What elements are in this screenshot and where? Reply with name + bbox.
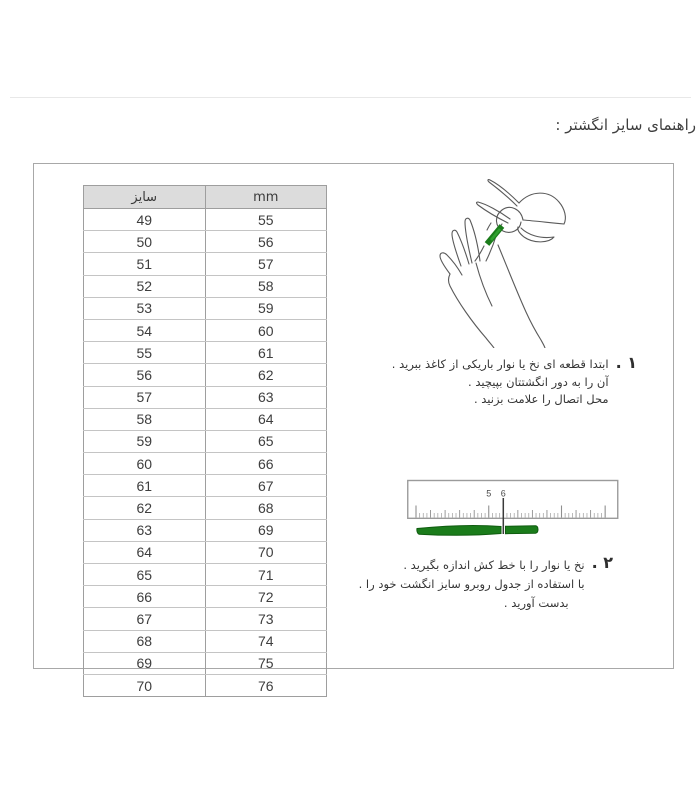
table-row <box>84 297 327 319</box>
page-title: راهنمای سایز انگشتر : <box>555 116 696 134</box>
mm-cell: 71 <box>205 564 327 586</box>
table-row <box>84 319 327 341</box>
size-cell: 64 <box>84 541 206 563</box>
mm-cell: 64 <box>205 408 327 430</box>
mm-cell: 60 <box>205 319 327 341</box>
size-cell: 68 <box>84 630 206 652</box>
mm-cell: 56 <box>205 231 327 253</box>
step-instruction-line: با استفاده از جدول روبرو سایز انگشت خود را . <box>358 577 585 591</box>
ring-size-table <box>83 185 327 697</box>
step-1-lines <box>392 356 609 409</box>
ruler-label-6: 6 <box>500 488 506 499</box>
table-row <box>84 475 327 497</box>
size-cell: 63 <box>84 519 206 541</box>
ruler-illustration <box>407 477 622 537</box>
step-1 <box>391 353 637 409</box>
table-row <box>84 564 327 586</box>
mm-cell: 55 <box>205 209 327 231</box>
size-cell: 58 <box>84 408 206 430</box>
size-cell: 50 <box>84 231 206 253</box>
size-cell: 67 <box>84 608 206 630</box>
mm-cell: 61 <box>205 342 327 364</box>
size-cell: 49 <box>84 209 206 231</box>
mm-cell: 67 <box>205 475 327 497</box>
hand-with-string-illustration <box>428 166 578 348</box>
table-row <box>84 541 327 563</box>
table-row <box>84 453 327 475</box>
size-cell: 59 <box>84 430 206 452</box>
size-cell: 52 <box>84 275 206 297</box>
hand-outline <box>440 180 565 348</box>
mm-cell: 70 <box>205 541 327 563</box>
mm-cell: 66 <box>205 453 327 475</box>
size-cell: 55 <box>84 342 206 364</box>
table-row <box>84 231 327 253</box>
table-row <box>84 275 327 297</box>
table-row <box>84 209 327 231</box>
step-1-number: ۱ . <box>615 353 637 372</box>
mm-cell: 76 <box>205 674 327 696</box>
size-cell: 65 <box>84 564 206 586</box>
mm-cell: 57 <box>205 253 327 275</box>
mm-cell: 72 <box>205 586 327 608</box>
table-row <box>84 630 327 652</box>
step-instruction-line: آن را به دور انگشتتان بپیچید . <box>468 374 609 389</box>
table-row <box>84 430 327 452</box>
mm-cell: 68 <box>205 497 327 519</box>
size-cell: 69 <box>84 652 206 674</box>
mm-cell: 69 <box>205 519 327 541</box>
table-row <box>84 674 327 696</box>
step-instruction-line: ابتدا قطعه ای نخ یا نوار باریکی از کاغذ ببرید . <box>391 357 609 371</box>
size-cell: 56 <box>84 364 206 386</box>
mm-cell: 75 <box>205 652 327 674</box>
table-header-row <box>84 186 327 209</box>
col-header-size: سایز <box>84 186 206 209</box>
mm-cell: 63 <box>205 386 327 408</box>
size-cell: 53 <box>84 297 206 319</box>
col-header-mm: mm <box>205 186 327 209</box>
mm-cell: 73 <box>205 608 327 630</box>
table-row <box>84 386 327 408</box>
table-row <box>84 497 327 519</box>
table-row <box>84 519 327 541</box>
top-divider <box>10 97 691 98</box>
step-instruction-line: محل اتصال را علامت بزنید . <box>473 392 609 406</box>
ruler-frame <box>408 481 618 519</box>
size-cell: 66 <box>84 586 206 608</box>
mm-cell: 59 <box>205 297 327 319</box>
table-body <box>84 209 327 697</box>
table-row <box>84 586 327 608</box>
step-2 <box>358 553 613 613</box>
table-row <box>84 364 327 386</box>
size-cell: 70 <box>84 674 206 696</box>
table-row <box>84 253 327 275</box>
mm-cell: 62 <box>205 364 327 386</box>
step-instruction-line: نخ یا نوار را با خط کش اندازه بگیرید . <box>403 558 585 572</box>
size-cell: 62 <box>84 497 206 519</box>
string-band-left <box>417 526 501 536</box>
mm-cell: 58 <box>205 275 327 297</box>
step-instruction-line: بدست آورید . <box>503 596 569 610</box>
step-2-number: ۲ . <box>591 553 613 572</box>
mm-cell: 74 <box>205 630 327 652</box>
table-row <box>84 342 327 364</box>
size-cell: 60 <box>84 453 206 475</box>
ruler-label-5: 5 <box>486 488 492 499</box>
mm-cell: 65 <box>205 430 327 452</box>
table-row <box>84 608 327 630</box>
table-row <box>84 408 327 430</box>
table-row <box>84 652 327 674</box>
size-cell: 57 <box>84 386 206 408</box>
content-box <box>33 163 674 694</box>
size-cell: 51 <box>84 253 206 275</box>
size-cell: 54 <box>84 319 206 341</box>
string-band-right <box>506 526 539 534</box>
size-cell: 61 <box>84 475 206 497</box>
step-2-lines <box>359 556 585 613</box>
